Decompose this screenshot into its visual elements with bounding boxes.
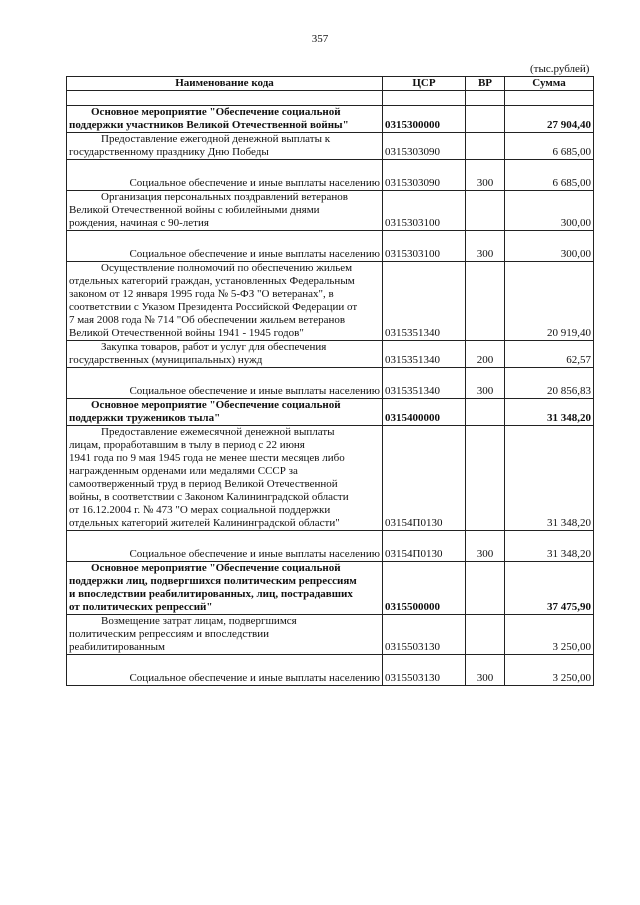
row-sum-cell: 3 250,00 (505, 655, 594, 686)
table-row (67, 133, 594, 160)
header-name: Наименование кода (67, 77, 383, 91)
row-csr-cell: 0315351340 (383, 368, 466, 399)
row-csr-cell: 0315303100 (383, 231, 466, 262)
row-name-cell: Осуществление полномочий по обеспечению жильем отдельных категорий граждан, установленных Федеральным законом от 12 января 1995 года № 5-ФЗ "О ветеранах", в соответствии с Указом Президента Российской Федерации от 7 мая 2008 года № 714 "Об обеспечении жильем ветеранов Великой Отечественной войны 1941 - 1945 годов" (67, 262, 383, 341)
table-row (67, 160, 594, 191)
row-name-cell: Возмещение затрат лицам, подвергшимся политическим репрессиям и впоследствии реабилитированным (67, 615, 383, 655)
table-row (67, 341, 594, 368)
header-csr: ЦСР (383, 77, 466, 91)
row-vr-cell (466, 426, 505, 531)
row-csr-cell: 0315303090 (383, 160, 466, 191)
spacer-cell (67, 91, 383, 106)
row-sum-cell: 37 475,90 (505, 562, 594, 615)
row-vr-cell: 300 (466, 655, 505, 686)
row-name-cell: Основное мероприятие "Обеспечение социальной поддержки тружеников тыла" (67, 399, 383, 426)
row-vr-cell (466, 615, 505, 655)
table-row (67, 615, 594, 655)
row-sum-cell: 6 685,00 (505, 160, 594, 191)
row-csr-cell: 0315303100 (383, 191, 466, 231)
row-vr-cell: 300 (466, 160, 505, 191)
row-name-cell: Социальное обеспечение и иные выплаты населению (67, 231, 383, 262)
table-row (67, 426, 594, 531)
header-sum: Сумма (505, 77, 594, 91)
row-sum-cell: 31 348,20 (505, 399, 594, 426)
table-header (67, 77, 594, 91)
row-csr-cell: 03154П0130 (383, 426, 466, 531)
row-vr-cell (466, 133, 505, 160)
table-row (67, 106, 594, 133)
row-sum-cell: 62,57 (505, 341, 594, 368)
row-vr-cell: 300 (466, 231, 505, 262)
row-name-cell: Закупка товаров, работ и услуг для обеспечения государственных (муниципальных) нужд (67, 341, 383, 368)
row-sum-cell: 31 348,20 (505, 426, 594, 531)
table-row (67, 91, 594, 106)
spacer-cell (505, 91, 594, 106)
row-csr-cell: 0315503130 (383, 655, 466, 686)
row-sum-cell: 31 348,20 (505, 531, 594, 562)
row-sum-cell: 20 919,40 (505, 262, 594, 341)
row-vr-cell (466, 562, 505, 615)
row-name-cell: Основное мероприятие "Обеспечение социальной поддержки участников Великой Отечественной войны" (67, 106, 383, 133)
row-sum-cell: 20 856,83 (505, 368, 594, 399)
table-row (67, 399, 594, 426)
table-row (67, 231, 594, 262)
row-csr-cell: 0315503130 (383, 615, 466, 655)
row-sum-cell: 6 685,00 (505, 133, 594, 160)
row-name-cell: Организация персональных поздравлений ветеранов Великой Отечественной войны с юбилейными днями рождения, начиная с 90-летия (67, 191, 383, 231)
table-row (67, 562, 594, 615)
row-csr-cell: 0315303090 (383, 133, 466, 160)
spacer-cell (466, 91, 505, 106)
spacer-cell (383, 91, 466, 106)
row-sum-cell: 300,00 (505, 231, 594, 262)
row-csr-cell: 0315400000 (383, 399, 466, 426)
row-csr-cell: 0315351340 (383, 262, 466, 341)
row-vr-cell: 200 (466, 341, 505, 368)
table-row (67, 531, 594, 562)
row-name-cell: Основное мероприятие "Обеспечение социальной поддержки лиц, подвергшихся политическим репрессиям и впоследствии реабилитированных, лиц, пострадавших от политических репрессий" (67, 562, 383, 615)
table-row (67, 262, 594, 341)
table-body (67, 91, 594, 686)
row-vr-cell (466, 262, 505, 341)
table-row (67, 655, 594, 686)
budget-table (66, 76, 594, 686)
row-csr-cell: 0315300000 (383, 106, 466, 133)
row-name-cell: Предоставление ежегодной денежной выплаты к государственному празднику Дню Победы (67, 133, 383, 160)
row-vr-cell (466, 399, 505, 426)
row-name-cell: Социальное обеспечение и иные выплаты населению (67, 160, 383, 191)
row-sum-cell: 300,00 (505, 191, 594, 231)
row-vr-cell (466, 191, 505, 231)
row-name-cell: Социальное обеспечение и иные выплаты населению (67, 655, 383, 686)
header-vr: ВР (466, 77, 505, 91)
units-label: (тыс.рублей) (530, 63, 590, 75)
row-csr-cell: 0315500000 (383, 562, 466, 615)
row-name-cell: Социальное обеспечение и иные выплаты населению (67, 531, 383, 562)
row-csr-cell: 03154П0130 (383, 531, 466, 562)
row-vr-cell: 300 (466, 531, 505, 562)
row-vr-cell (466, 106, 505, 133)
row-sum-cell: 3 250,00 (505, 615, 594, 655)
row-csr-cell: 0315351340 (383, 341, 466, 368)
table-row (67, 191, 594, 231)
row-vr-cell: 300 (466, 368, 505, 399)
row-sum-cell: 27 904,40 (505, 106, 594, 133)
page-number: 357 (311, 33, 329, 45)
table-row (67, 368, 594, 399)
row-name-cell: Предоставление ежемесячной денежной выплаты лицам, проработавшим в тылу в период с 22 июня 1941 года по 9 мая 1945 года не менее шести месяцев либо награжденным орденами или медалями СССР за самоотверженный труд в период Великой Отечественной войны, в соответствии с Законом Калининградской области от 16.12.2004 г. № 473 "О мерах социальной поддержки отдельных категорий жителей Калининградской области" (67, 426, 383, 531)
row-name-cell: Социальное обеспечение и иные выплаты населению (67, 368, 383, 399)
